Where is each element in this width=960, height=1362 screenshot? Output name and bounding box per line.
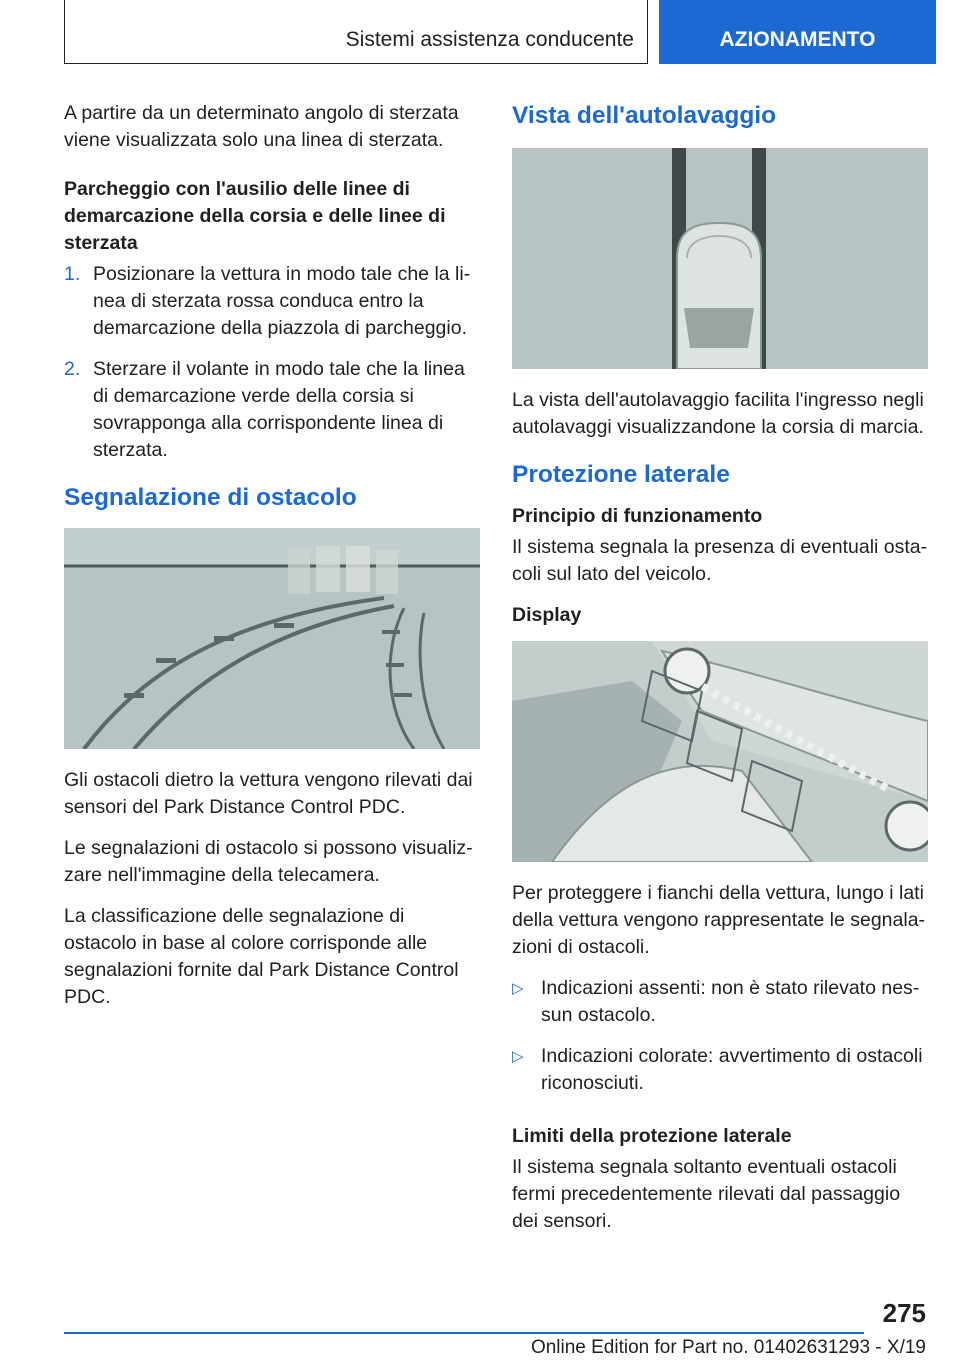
limits-heading: Limiti della protezione laterale [512,1125,792,1147]
carwash-paragraph: La vista dell'autolavaggio facilita l'ingresso negli autolavaggi visualizzandone la corsia di marcia. [512,389,924,438]
obstacle-paragraph-1: Gli ostacoli dietro la vettura vengono rilevati dai sensori del Park Distance Control PDC. [64,769,473,818]
side-protection-heading: Protezione laterale [512,461,730,488]
bullet-text: Indicazioni assenti: non è stato rilevato nessun ostacolo. [541,977,920,1026]
side-protection-figure [512,641,928,862]
left-column [64,100,480,1025]
display-paragraph: Per proteggere i fianchi della vettura, lungo i lati della vettura vengono rappresentate le segnalazioni di ostacoli. [512,882,926,958]
step-item [64,261,480,342]
header-section-title: Sistemi assistenza conducente [345,28,634,51]
bullet-text: Indicazioni colorate: avvertimento di ostacoli riconosciuti. [541,1045,923,1094]
intro-paragraph: A partire da un determinato angolo di sterzata viene visualizzata solo una linea di sterzata. [64,102,459,151]
triangle-bullet-icon: ▷ [512,980,524,997]
chapter-tab-label: AZIONAMENTO [719,28,876,51]
obstacle-paragraph-2: Le segnalazioni di ostacolo si possono visualizzare nell'immagine della telecamera. [64,837,473,886]
obstacle-camera-figure [64,528,480,749]
obstacle-heading: Segnalazione di ostacolo [64,484,357,511]
carwash-view-figure [512,148,928,369]
step-number: 1. [64,263,81,285]
footer-divider [64,1332,864,1334]
edition-note: Online Edition for Part no. 01402631293 - X/19 [530,1337,926,1358]
carwash-heading: Vista dell'autolavaggio [512,102,777,129]
limits-paragraph: Il sistema segnala soltanto eventuali ostacoli fermi precedentemente rilevati dal passaggio dei sensori. [512,1156,901,1232]
step-text: Posizionare la vettura in modo tale che la linea di sterzata rossa conduca entro la demarcazione della piazzola di parcheggio. [93,263,471,339]
bullet-item [512,1043,928,1097]
step-number: 2. [64,358,81,380]
principle-heading: Principio di funzionamento [512,505,763,527]
obstacle-paragraph-3: La classificazione delle segnalazione di ostacolo in base al colore corrisponde alle segnalazioni fornite dal Park Distance Control PDC. [64,905,459,1008]
parking-heading: Parcheggio con l'ausilio delle linee di demarcazione della corsia e delle linee di sterzata [64,178,446,254]
header-chapter-tab[interactable] [659,0,936,64]
right-column [512,100,928,1249]
step-text: Sterzare il volante in modo tale che la linea di demarcazione verde della corsia si sovrapponga alla corrispondente linea di sterzata. [93,358,465,461]
triangle-bullet-icon: ▷ [512,1048,524,1065]
bullet-item [512,975,928,1029]
principle-paragraph: Il sistema segnala la presenza di eventuali ostacoli sul lato del veicolo. [512,536,928,585]
display-heading: Display [512,604,582,626]
step-item [64,356,480,464]
page-number: 275 [882,1298,926,1328]
